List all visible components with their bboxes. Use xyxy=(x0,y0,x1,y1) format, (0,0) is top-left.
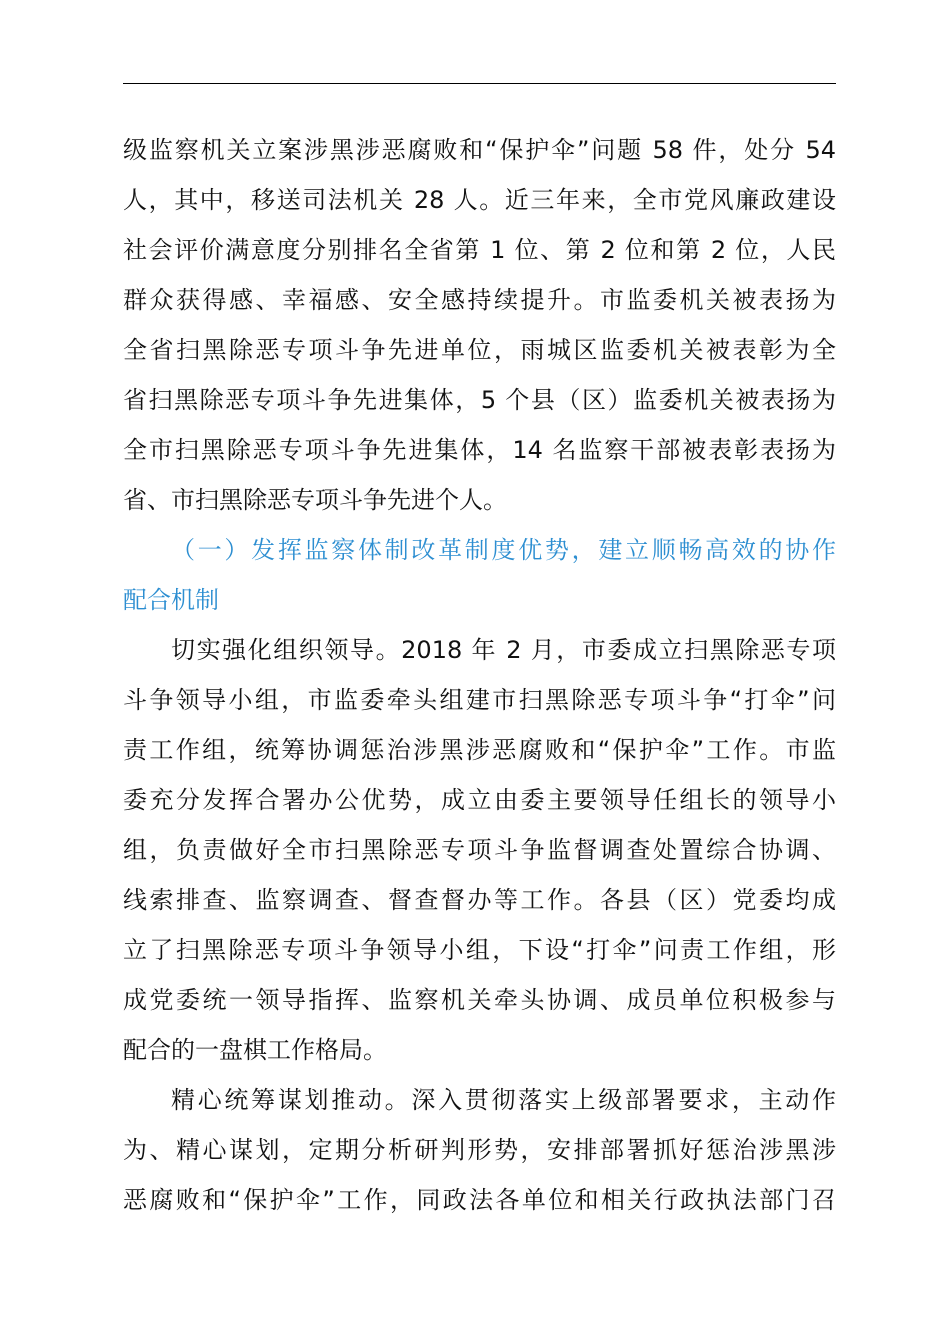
text-line: 省扫黑除恶专项斗争先进集体，5 个县（区）监委机关被表扬为 xyxy=(123,386,836,414)
text-line: 全市扫黑除恶专项斗争先进集体，14 名监察干部被表彰表扬为 xyxy=(123,436,836,464)
text-line: 社会评价满意度分别排名全省第 1 位、第 2 位和第 2 位，人民 xyxy=(123,236,836,264)
document-body xyxy=(123,125,836,1225)
text-line: 成党委统一领导指挥、监察机关牵头协调、成员单位积极参与 xyxy=(123,986,836,1014)
text-line: 恶腐败和“保护伞”工作，同政法各单位和相关行政执法部门召 xyxy=(123,1186,836,1214)
text-line: 群众获得感、幸福感、安全感持续提升。市监委机关被表扬为 xyxy=(123,286,836,314)
text-line: 责工作组，统筹协调惩治涉黑涉恶腐败和“保护伞”工作。市监 xyxy=(123,736,836,764)
text-line: 切实强化组织领导。2018 年 2 月，市委成立扫黑除恶专项 xyxy=(171,636,836,664)
text-line: 线索排查、监察调查、督查督办等工作。各县（区）党委均成 xyxy=(123,886,836,914)
text-line: 委充分发挥合署办公优势，成立由委主要领导任组长的领导小 xyxy=(123,786,836,814)
text-line: 组，负责做好全市扫黑除恶专项斗争监督调查处置综合协调、 xyxy=(123,836,836,864)
paragraph-continuation xyxy=(123,125,836,525)
text-line: 配合的一盘棋工作格局。 xyxy=(123,1036,387,1064)
heading-line: （一）发挥监察体制改革制度优势，建立顺畅高效的协作 xyxy=(171,536,836,564)
section-heading xyxy=(123,525,836,625)
text-line: 斗争领导小组，市监委牵头组建市扫黑除恶专项斗争“打伞”问 xyxy=(123,686,836,714)
paragraph-planning xyxy=(123,1075,836,1225)
header-rule xyxy=(123,83,836,84)
text-line: 人，其中，移送司法机关 28 人。近三年来，全市党风廉政建设 xyxy=(123,186,836,214)
text-line: 立了扫黑除恶专项斗争领导小组，下设“打伞”问责工作组，形 xyxy=(123,936,836,964)
text-line: 为、精心谋划，定期分析研判形势，安排部署抓好惩治涉黑涉 xyxy=(123,1136,836,1164)
text-line: 省、市扫黑除恶专项斗争先进个人。 xyxy=(123,486,507,514)
heading-line: 配合机制 xyxy=(123,586,219,614)
text-line: 精心统筹谋划推动。深入贯彻落实上级部署要求，主动作 xyxy=(171,1086,836,1114)
text-line: 级监察机关立案涉黑涉恶腐败和“保护伞”问题 58 件，处分 54 xyxy=(123,136,836,164)
text-line: 全省扫黑除恶专项斗争先进单位，雨城区监委机关被表彰为全 xyxy=(123,336,836,364)
paragraph-organization xyxy=(123,625,836,1075)
